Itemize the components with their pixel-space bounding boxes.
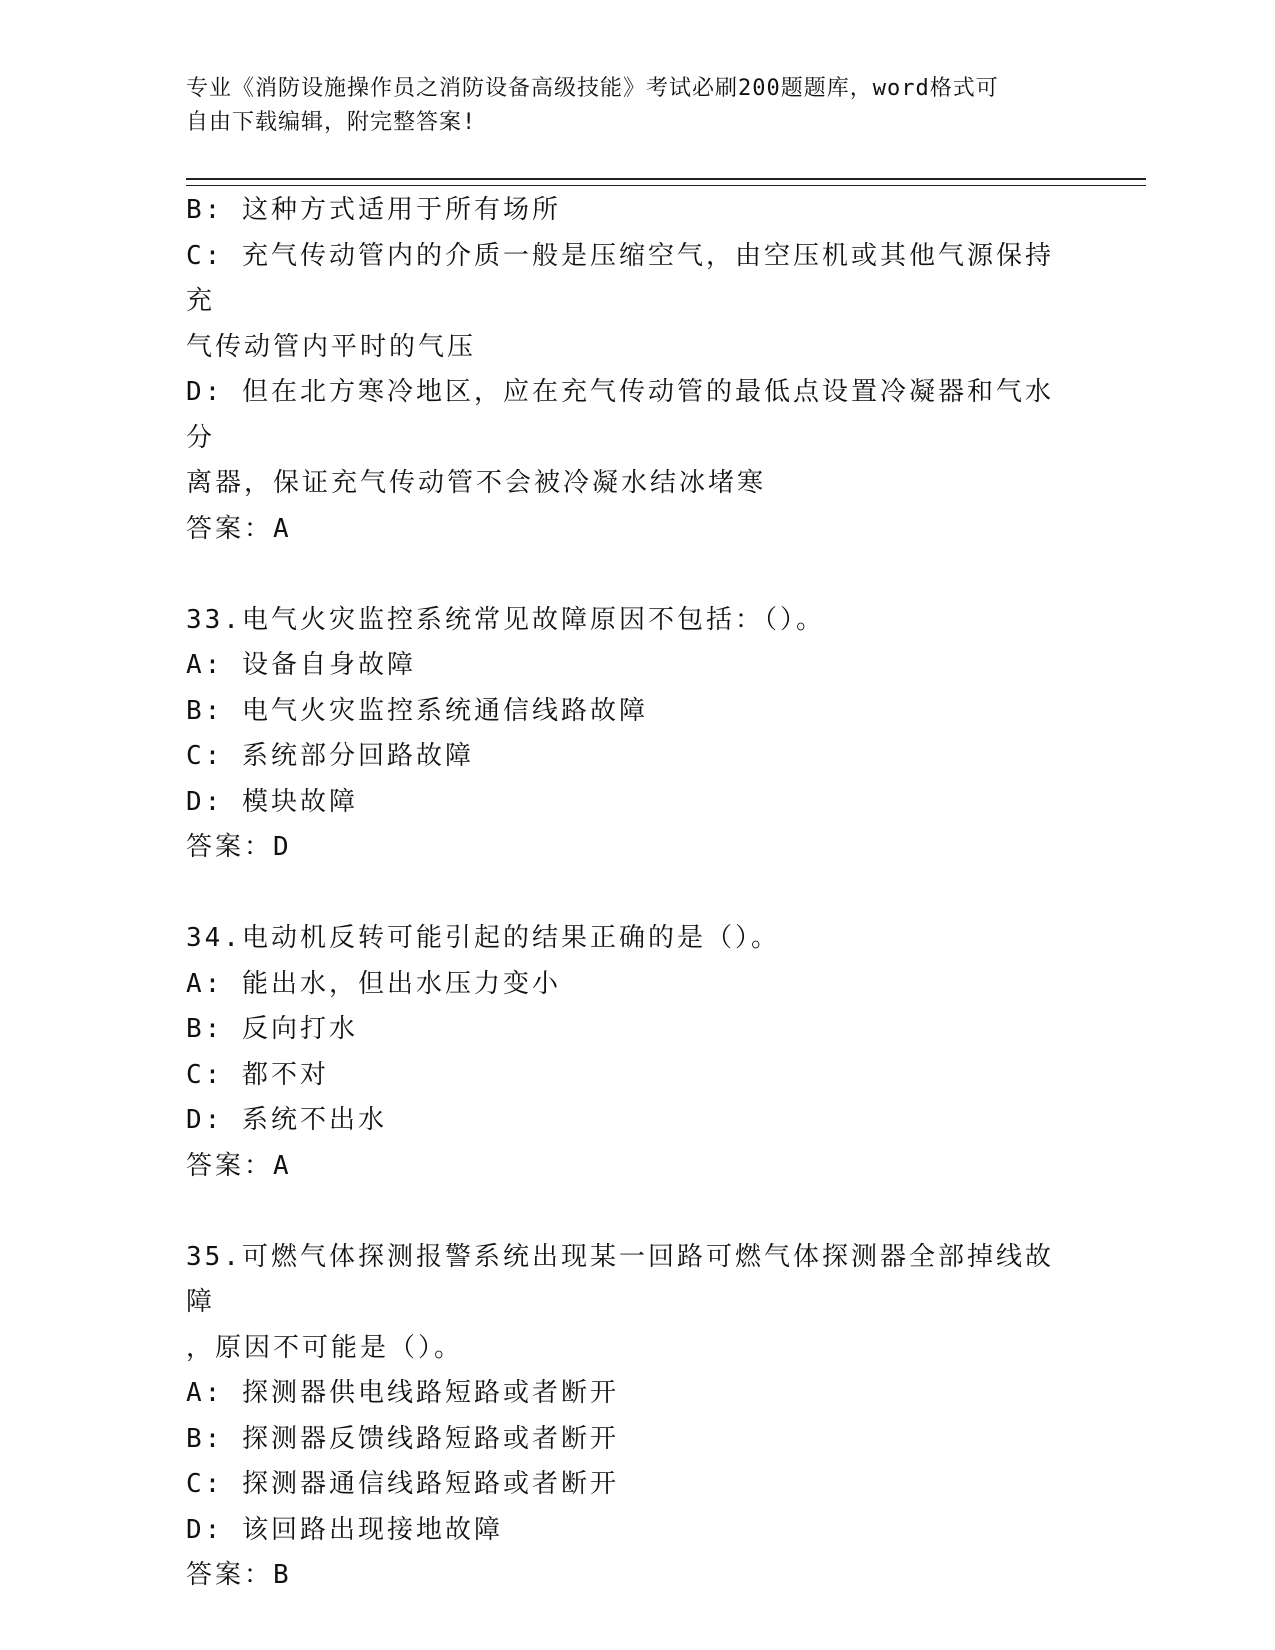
question-32-continued bbox=[186, 188, 1066, 552]
question-text: 33.电气火灾监控系统常见故障原因不包括：（）。 bbox=[186, 604, 825, 635]
option-a: A: 设备自身故障 bbox=[186, 650, 416, 680]
option-b: B: 反向打水 bbox=[186, 1014, 358, 1044]
page-header bbox=[186, 72, 1066, 140]
option-b: B: 这种方式适用于所有场所 bbox=[186, 195, 561, 225]
answer: 答案：B bbox=[186, 1560, 292, 1590]
question-35 bbox=[186, 1235, 1066, 1599]
option-c: C: 探测器通信线路短路或者断开 bbox=[186, 1469, 619, 1499]
spacer bbox=[186, 1189, 1066, 1235]
question-text: 34.电动机反转可能引起的结果正确的是（）。 bbox=[186, 923, 780, 953]
answer: 答案：A bbox=[186, 513, 292, 544]
option-b: B: 探测器反馈线路短路或者断开 bbox=[186, 1423, 619, 1454]
option-d: D: 模块故障 bbox=[186, 786, 358, 817]
option-d-continued: 离器，保证充气传动管不会被冷凝水结冰堵寒 bbox=[186, 468, 767, 498]
spacer bbox=[186, 552, 1066, 598]
spacer bbox=[186, 871, 1066, 917]
option-b: B: 电气火灾监控系统通信线路故障 bbox=[186, 695, 648, 726]
option-c-continued: 气传动管内平时的气压 bbox=[186, 331, 477, 362]
answer: 答案：D bbox=[186, 832, 292, 862]
question-33 bbox=[186, 598, 1066, 871]
option-c: C: 充气传动管内的介质一般是压缩空气，由空压机或其他气源保持充 bbox=[186, 240, 1054, 316]
option-d: D: 系统不出水 bbox=[186, 1105, 387, 1135]
answer: 答案：A bbox=[186, 1150, 292, 1181]
header-divider bbox=[186, 178, 1146, 186]
header-line-2: 自由下载编辑，附完整答案! bbox=[186, 110, 477, 135]
question-text: 35.可燃气体探测报警系统出现某一回路可燃气体探测器全部掉线故障 bbox=[186, 1241, 1054, 1317]
option-a: A: 能出水，但出水压力变小 bbox=[186, 968, 561, 999]
document-body bbox=[186, 188, 1066, 1599]
option-d: D: 该回路出现接地故障 bbox=[186, 1514, 503, 1545]
question-34 bbox=[186, 916, 1066, 1189]
question-text-continued: ，原因不可能是（）。 bbox=[186, 1332, 464, 1363]
option-d: D: 但在北方寒冷地区，应在充气传动管的最低点设置冷凝器和气水分 bbox=[186, 377, 1054, 453]
header-line-1: 专业《消防设施操作员之消防设备高级技能》考试必刷200题题库，word格式可 bbox=[186, 76, 999, 101]
option-c: C: 系统部分回路故障 bbox=[186, 741, 474, 771]
option-c: C: 都不对 bbox=[186, 1059, 329, 1090]
option-a: A: 探测器供电线路短路或者断开 bbox=[186, 1378, 619, 1408]
